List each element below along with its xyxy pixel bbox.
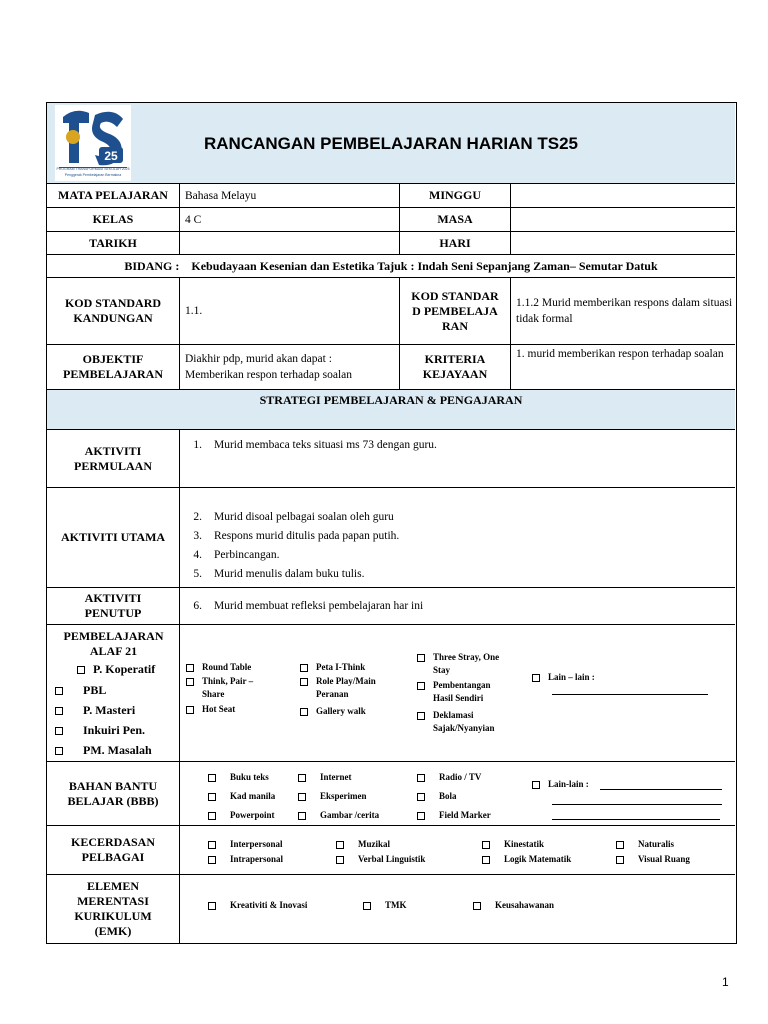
bbb-option-eksperimen[interactable]: Eksperimen: [298, 790, 367, 803]
hari-value[interactable]: [511, 232, 735, 255]
option-three-stray[interactable]: Three Stray, One Stay: [417, 651, 527, 677]
hari-label: HARI: [400, 232, 511, 255]
kod-standard-kandungan-label: KOD STANDARD KANDUNGAN: [47, 278, 180, 345]
checkbox[interactable]: [616, 856, 624, 864]
bbb-option-buku-teks[interactable]: Buku teks: [208, 771, 269, 784]
checkbox[interactable]: [417, 793, 425, 801]
bbb-option-field-marker[interactable]: Field Marker: [417, 809, 491, 822]
objektif-line-2: Memberikan respon terhadap soalan: [185, 369, 353, 381]
objektif-label: OBJEKTIF PEMBELAJARAN: [47, 345, 180, 390]
option-round-table[interactable]: Round Table: [186, 661, 286, 674]
kp-option-naturalis[interactable]: Naturalis: [616, 838, 674, 851]
alaf21-option-pm-masalah[interactable]: PM. Masalah: [55, 743, 152, 758]
emk-option-tmk[interactable]: TMK: [363, 899, 407, 912]
checkbox[interactable]: [186, 664, 194, 672]
kp-option-verbal-linguistik[interactable]: Verbal Linguistik: [336, 853, 425, 866]
alaf21-option-inkuiri[interactable]: Inkuiri Pen.: [55, 723, 145, 738]
kelas-value[interactable]: 4 C: [180, 208, 400, 232]
option-deklamasi[interactable]: Deklamasi Sajak/Nyanyian: [417, 709, 527, 735]
checkbox[interactable]: [55, 707, 63, 715]
aktiviti-penutup-label: AKTIVITI PENUTUP: [47, 588, 180, 625]
aktiviti-utama-label: AKTIVITI UTAMA: [47, 488, 180, 588]
bbb-option-gambar-cerita[interactable]: Gambar /cerita: [298, 809, 379, 822]
option-think-pair-share[interactable]: Think, Pair – Share: [186, 675, 286, 701]
kod-standard-pembelajaran-label: KOD STANDARD PEMBELAJARAN: [400, 278, 511, 345]
objektif-value[interactable]: [180, 345, 400, 390]
kp-option-visual-ruang[interactable]: Visual Ruang: [616, 853, 690, 866]
checkbox[interactable]: [616, 841, 624, 849]
lesson-plan-table: [46, 102, 737, 944]
kelas-label: KELAS: [47, 208, 180, 232]
kp-option-muzikal[interactable]: Muzikal: [336, 838, 390, 851]
bidang-label: BIDANG :: [124, 258, 180, 273]
kriteria-kejayaan-label: KRITERIA KEJAYAAN: [400, 345, 511, 390]
kp-option-intrapersonal[interactable]: Intrapersonal: [208, 853, 283, 866]
aktiviti-permulaan-list: [180, 430, 735, 488]
mata-pelajaran-value[interactable]: Bahasa Melayu: [180, 184, 400, 208]
kriteria-kejayaan-value[interactable]: 1. murid memberikan respon terhadap soalan: [511, 345, 735, 390]
checkbox[interactable]: [363, 902, 371, 910]
checkbox[interactable]: [417, 682, 425, 690]
bidang-value: Kebudayaan Kesenian dan Estetika Tajuk : Indah Seni Sepanjang Zaman– Semutar Datuk: [191, 258, 658, 273]
kecerdasan-options: [180, 826, 735, 875]
header-row: [47, 103, 735, 184]
option-peta-ithink[interactable]: Peta I-Think: [300, 661, 410, 674]
tarikh-value[interactable]: [180, 232, 400, 255]
bbb-option-bola[interactable]: Bola: [417, 790, 457, 803]
option-lain-lain[interactable]: Lain – lain :: [532, 671, 722, 684]
kecerdasan-label: KECERDASAN PELBAGAI: [47, 826, 180, 875]
option-hot-seat[interactable]: Hot Seat: [186, 703, 286, 716]
list-item: 2. Murid disoal pelbagai soalan oleh guru: [193, 511, 394, 523]
minggu-label: MINGGU: [400, 184, 511, 208]
bbb-option-internet[interactable]: Internet: [298, 771, 352, 784]
checkbox[interactable]: [55, 727, 63, 735]
kod-standard-pembelajaran-value[interactable]: 1.1.2 Murid memberikan respons dalam situasi tidak formal: [511, 278, 735, 345]
masa-value[interactable]: [511, 208, 735, 232]
alaf21-options: [180, 625, 735, 762]
checkbox[interactable]: [417, 812, 425, 820]
checkbox[interactable]: [186, 706, 194, 714]
minggu-value[interactable]: [511, 184, 735, 208]
checkbox[interactable]: [208, 812, 216, 820]
kp-option-interpersonal[interactable]: Interpersonal: [208, 838, 283, 851]
checkbox[interactable]: [298, 774, 306, 782]
aktiviti-permulaan-label: AKTIVITI PERMULAAN: [47, 430, 180, 488]
mata-pelajaran-label: MATA PELAJARAN: [47, 184, 180, 208]
emk-option-keusahawanan[interactable]: Keusahawanan: [473, 899, 554, 912]
emk-options: [180, 875, 735, 943]
page-title: RANCANGAN PEMBELAJARAN HARIAN TS25: [203, 133, 579, 153]
bbb-options: [180, 762, 735, 826]
checkbox[interactable]: [473, 902, 481, 910]
lain-lain-line[interactable]: [552, 694, 708, 695]
aktiviti-penutup-list: [180, 588, 735, 625]
option-pembentangan[interactable]: Pembentangan Hasil Sendiri: [417, 679, 527, 705]
checkbox[interactable]: [300, 708, 308, 716]
checkbox[interactable]: [482, 856, 490, 864]
checkbox[interactable]: [532, 781, 540, 789]
emk-option-kreativiti[interactable]: Kreativiti & Inovasi: [208, 899, 307, 912]
bbb-option-radio-tv[interactable]: Radio / TV: [417, 771, 481, 784]
checkbox[interactable]: [482, 841, 490, 849]
list-item: 5. Murid menulis dalam buku tulis.: [193, 568, 365, 580]
list-item: 1. Murid membaca teks situasi ms 73 dengan guru.: [193, 439, 437, 451]
checkbox[interactable]: [186, 678, 194, 686]
logo-caption: PROGRAM TRANSFORMASI SEKOLAH 2025: [56, 167, 130, 171]
list-item: 6. Murid membuat refleksi pembelajaran har ini: [193, 599, 424, 612]
checkbox[interactable]: [208, 774, 216, 782]
option-role-play[interactable]: Role Play/Main Peranan: [300, 675, 410, 701]
checkbox[interactable]: [208, 793, 216, 801]
checkbox[interactable]: [55, 747, 63, 755]
bbb-lain-line-2[interactable]: [552, 804, 722, 805]
alaf21-cell: [47, 625, 180, 762]
list-item: 3. Respons murid ditulis pada papan putih.: [193, 530, 400, 542]
bbb-lain-line-3[interactable]: [552, 819, 720, 820]
alaf21-option-masteri[interactable]: P. Masteri: [55, 703, 135, 718]
kp-option-logik-matematik[interactable]: Logik Matematik: [482, 853, 571, 866]
checkbox[interactable]: [208, 841, 216, 849]
bbb-lain-line-1[interactable]: [600, 789, 722, 790]
bidang-row: [47, 255, 735, 278]
bbb-label: BAHAN BANTU BELAJAR (BBB): [47, 762, 180, 826]
checkbox[interactable]: [298, 793, 306, 801]
aktiviti-utama-list: [180, 488, 735, 588]
objektif-line-1: Diakhir pdp, murid akan dapat :: [185, 353, 332, 365]
emk-label: ELEMEN MERENTASI KURIKULUM (EMK): [47, 875, 180, 943]
bbb-option-kad-manila[interactable]: Kad manila: [208, 790, 275, 803]
list-item: 4. Perbincangan.: [193, 549, 280, 561]
logo-subcaption: Penggerak Pembelajaran Bermakna: [64, 173, 122, 177]
logo-number: 25: [104, 149, 118, 163]
checkbox[interactable]: [300, 678, 308, 686]
tarikh-label: TARIKH: [47, 232, 180, 255]
page-number: 1: [722, 975, 729, 989]
bbb-option-lain-lain[interactable]: Lain-lain :: [532, 778, 589, 791]
checkbox[interactable]: [417, 654, 425, 662]
checkbox[interactable]: [417, 774, 425, 782]
checkbox[interactable]: [532, 674, 540, 682]
checkbox[interactable]: [208, 902, 216, 910]
checkbox[interactable]: [300, 664, 308, 672]
checkbox[interactable]: [336, 841, 344, 849]
kod-standard-kandungan-value[interactable]: 1.1.: [180, 278, 400, 345]
masa-label: MASA: [400, 208, 511, 232]
option-gallery-walk[interactable]: Gallery walk: [300, 705, 410, 718]
checkbox[interactable]: [336, 856, 344, 864]
checkbox[interactable]: [77, 666, 85, 674]
checkbox[interactable]: [55, 687, 63, 695]
alaf21-option-pbl[interactable]: PBL: [55, 683, 106, 698]
kp-option-kinestatik[interactable]: Kinestatik: [482, 838, 544, 851]
checkbox[interactable]: [208, 856, 216, 864]
bbb-option-powerpoint[interactable]: Powerpoint: [208, 809, 275, 822]
alaf21-option-koperatif[interactable]: P. Koperatif: [77, 662, 155, 677]
strategi-heading: STRATEGI PEMBELAJARAN & PENGAJARAN: [47, 390, 735, 430]
checkbox[interactable]: [298, 812, 306, 820]
alaf21-label: PEMBELAJARAN ALAF 21: [63, 629, 164, 658]
checkbox[interactable]: [417, 712, 425, 720]
